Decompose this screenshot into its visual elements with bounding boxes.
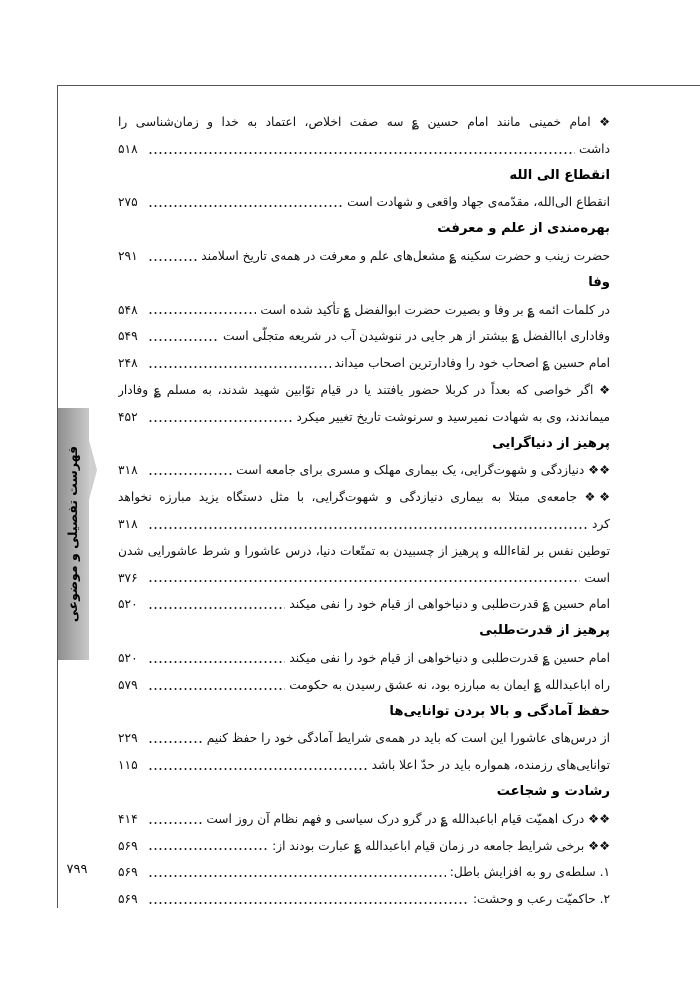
entry-text: انقطاع الی‌الله، مقدّمه‌ی جهاد واقعی و شهادت است bbox=[347, 195, 610, 210]
dot-leader bbox=[148, 859, 446, 886]
page-reference[interactable]: ۵۴۹ bbox=[118, 329, 138, 344]
entry-text: ❖❖ برخی شرایط جامعه در زمان قیام اباعبدالله ؏ عبارت بودند از: bbox=[272, 838, 610, 853]
index-heading bbox=[118, 431, 610, 458]
dot-leader bbox=[148, 350, 331, 377]
index-heading bbox=[118, 699, 610, 726]
heading-text: انقطاع الی الله bbox=[509, 167, 610, 183]
index-entry bbox=[118, 886, 610, 913]
entry-text: توطین نفس بر لقاءالله و پرهیز از چسبیدن به تمتّعات دنیا، درس عاشورا و شرط عاشورایی شدن bbox=[118, 543, 610, 558]
entry-text: راه اباعبدالله ؏ ایمان به مبارزه بود، نه عشق رسیدن به حکومت bbox=[289, 677, 610, 692]
page-reference[interactable]: ۳۱۸ bbox=[118, 463, 138, 478]
top-rule bbox=[57, 85, 700, 86]
index-entry bbox=[118, 457, 610, 484]
dot-leader bbox=[148, 806, 202, 833]
dot-leader bbox=[148, 886, 469, 913]
index-entry bbox=[118, 672, 610, 699]
index-entry bbox=[118, 323, 610, 350]
entry-text: ۱. سلطه‌ی رو به افزایش باطل: bbox=[449, 865, 610, 880]
index-entry bbox=[118, 136, 610, 163]
index-entry bbox=[118, 404, 610, 431]
dot-leader bbox=[148, 672, 285, 699]
dot-leader bbox=[148, 833, 268, 860]
page-reference[interactable]: ۴۱۴ bbox=[118, 811, 138, 826]
page-reference[interactable]: ۱۱۵ bbox=[118, 758, 138, 773]
entry-text: وفاداری اباالفضل ؏ بیشتر از هر جایی در ننوشیدن آب در شریعه متجلّی است bbox=[223, 329, 610, 344]
index-entry bbox=[118, 859, 610, 886]
entry-text: امام حسین ؏ اصحاب خود را وفادارترین اصحاب میداند bbox=[334, 356, 610, 371]
index-entry bbox=[118, 189, 610, 216]
index-entry bbox=[118, 350, 610, 377]
entry-text: توانایی‌های رزمنده، همواره باید در حدّ اعلا باشد bbox=[371, 758, 610, 773]
index-entry-line bbox=[118, 109, 610, 136]
heading-text: پرهیز از قدرت‌طلبی bbox=[479, 623, 610, 639]
entry-text: است bbox=[584, 570, 610, 585]
dot-leader bbox=[148, 404, 292, 431]
entry-text: میماندند، وی به شهادت نمیرسید و سرنوشت تاریخ تغییر میکرد bbox=[296, 409, 610, 424]
index-entry bbox=[118, 243, 610, 270]
entry-text: امام حسین ؏ قدرت‌طلبی و دنیاخواهی از قیام خود را نفی میکند bbox=[289, 650, 610, 665]
heading-text: حفظ آمادگی و بالا بردن توانایی‌ها bbox=[389, 703, 610, 719]
entry-text: ❖❖ درک اهمیّت قیام اباعبدالله ؏ در گرو درک سیاسی و فهم نظام آن روز است bbox=[206, 811, 610, 826]
page-reference[interactable]: ۲۹۱ bbox=[118, 248, 138, 263]
page-reference[interactable]: ۳۷۶ bbox=[118, 570, 138, 585]
index-entry bbox=[118, 591, 610, 618]
entry-text: ❖ امام خمینی مانند امام حسین ؏ سه صفت اخلاص، اعتماد به خدا و زمان‌شناسی را bbox=[118, 115, 610, 129]
page-reference[interactable]: ۵۶۹ bbox=[118, 892, 138, 907]
subject-index bbox=[118, 109, 610, 913]
page-reference[interactable]: ۵۱۸ bbox=[118, 141, 138, 156]
index-entry-line bbox=[118, 484, 610, 511]
page-reference[interactable]: ۵۴۸ bbox=[118, 302, 138, 317]
index-heading bbox=[118, 163, 610, 190]
index-heading bbox=[118, 270, 610, 297]
dot-leader bbox=[148, 645, 285, 672]
index-entry-line bbox=[118, 377, 610, 404]
page-reference[interactable]: ۵۶۹ bbox=[118, 838, 138, 853]
heading-text: پرهیز از دنیاگرایی bbox=[492, 435, 610, 451]
side-tab-label: فهرست تفصیلی و موضوعی bbox=[65, 445, 80, 623]
entry-text: از درس‌های عاشورا این است که باید در همه‌ی شرایط آمادگی خود را حفظ کنیم bbox=[206, 731, 610, 746]
index-heading bbox=[118, 779, 610, 806]
dot-leader bbox=[148, 565, 580, 592]
page-reference[interactable]: ۴۵۲ bbox=[118, 409, 138, 424]
index-entry bbox=[118, 511, 610, 538]
dot-leader bbox=[148, 243, 197, 270]
side-tab-arrow bbox=[89, 440, 97, 500]
entry-text: امام حسین ؏ قدرت‌طلبی و دنیاخواهی از قیام خود را نفی میکند bbox=[289, 597, 610, 612]
index-entry bbox=[118, 752, 610, 779]
page-reference[interactable]: ۲۷۵ bbox=[118, 195, 138, 210]
dot-leader bbox=[148, 457, 232, 484]
index-entry bbox=[118, 565, 610, 592]
entry-text: ❖❖ دنیازدگی و شهوت‌گرایی، یک بیماری مهلک و مسری برای جامعه است bbox=[236, 463, 610, 478]
entry-text: در کلمات ائمه ؏ بر وفا و بصیرت حضرت ابوالفضل ؏ تأکید شده است bbox=[260, 302, 610, 317]
index-entry bbox=[118, 806, 610, 833]
page-reference[interactable]: ۲۴۸ bbox=[118, 356, 138, 371]
entry-text: ❖ اگر خواصی که بعداً در کربلا حضور یافتند یا در قیام توّابین شهید شدند، به مسلم ؏ وفادار bbox=[118, 382, 610, 397]
index-entry bbox=[118, 833, 610, 860]
dot-leader bbox=[148, 511, 588, 538]
index-entry-line bbox=[118, 538, 610, 565]
index-entry bbox=[118, 725, 610, 752]
entry-text: کرد bbox=[592, 516, 610, 531]
page-reference[interactable]: ۵۲۰ bbox=[118, 597, 138, 612]
entry-text: داشت bbox=[579, 141, 610, 156]
dot-leader bbox=[148, 591, 285, 618]
page-reference[interactable]: ۵۲۰ bbox=[118, 650, 138, 665]
page-number: ۷۹۹ bbox=[66, 862, 88, 877]
index-heading bbox=[118, 618, 610, 645]
page-reference[interactable]: ۳۱۸ bbox=[118, 516, 138, 531]
heading-text: وفا bbox=[588, 274, 610, 290]
entry-text: ❖❖ جامعه‌ی مبتلا به بیماری دنیازدگی و شهوت‌گرایی، با مثل دستگاه یزید مبارزه نخواهد bbox=[118, 490, 610, 505]
dot-leader bbox=[148, 725, 203, 752]
dot-leader bbox=[148, 136, 575, 163]
index-entry bbox=[118, 645, 610, 672]
entry-text: حضرت زینب و حضرت سکینه ؏ مشعل‌های علم و معرفت در همه‌ی تاریخ اسلامند bbox=[201, 248, 610, 263]
dot-leader bbox=[148, 297, 256, 324]
page-reference[interactable]: ۵۶۹ bbox=[118, 865, 138, 880]
dot-leader bbox=[148, 323, 219, 350]
index-heading bbox=[118, 216, 610, 243]
index-entry bbox=[118, 297, 610, 324]
dot-leader bbox=[148, 752, 368, 779]
entry-text: ۲. حاکمیّت رعب و وحشت: bbox=[472, 892, 610, 907]
page-reference[interactable]: ۲۲۹ bbox=[118, 731, 138, 746]
heading-text: رشادت و شجاعت bbox=[496, 783, 610, 799]
heading-text: بهره‌مندی از علم و معرفت bbox=[437, 221, 610, 237]
dot-leader bbox=[148, 189, 343, 216]
page-reference[interactable]: ۵۷۹ bbox=[118, 677, 138, 692]
